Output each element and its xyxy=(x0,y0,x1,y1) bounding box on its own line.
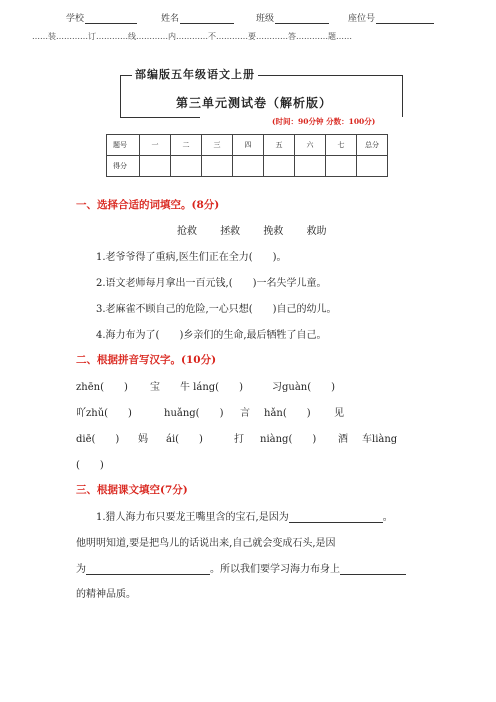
pinyin-char: 妈 xyxy=(138,434,148,445)
fill-text: 为 xyxy=(76,564,86,575)
table-cell: 得分 xyxy=(107,156,140,177)
word-item: 挽救 xyxy=(263,226,284,237)
exam-title: 第三单元测试卷（解析版） xyxy=(176,96,333,110)
pinyin-char: 酒 xyxy=(338,434,348,445)
fill-line-4: 的精神品质。 xyxy=(76,589,136,600)
class-label: 班级 xyxy=(256,14,275,24)
name-label: 姓名 xyxy=(161,14,180,24)
word-item: 抢救 xyxy=(177,226,197,237)
table-cell: 二 xyxy=(171,135,202,156)
pinyin-item: 牛 láng( ) xyxy=(180,382,243,393)
fill-line-2: 他明明知道,要是把鸟儿的话说出来,自己就会变成石头,是因 xyxy=(76,538,336,549)
pinyin-item: 习guàn( ) xyxy=(272,382,336,393)
word-item: 救助 xyxy=(306,226,327,237)
pinyin-item: zhēn( ) xyxy=(76,382,128,393)
seat-label: 座位号 xyxy=(348,14,376,24)
question-1-4: 4.海力布为了( )乡亲们的生命,最后牺牲了自己。 xyxy=(96,330,327,341)
cut-line: ……装…………订…………线…………内…………不…………要…………答…………题…… xyxy=(32,32,352,41)
fill-line-1 xyxy=(96,508,393,523)
pinyin-item: hǎn( ) xyxy=(264,408,311,419)
score-table-header-row xyxy=(107,135,388,156)
table-cell: 三 xyxy=(202,135,233,156)
title-frame-bottom xyxy=(120,117,200,118)
name-field[interactable] xyxy=(161,11,234,24)
pinyin-row-2 xyxy=(76,404,456,418)
class-field[interactable] xyxy=(256,11,329,24)
answer-blank[interactable] xyxy=(289,512,383,523)
title-frame-right xyxy=(402,75,403,117)
pinyin-item: 吖zhǔ( ) xyxy=(76,408,132,419)
pinyin-item: 车liàng xyxy=(362,434,398,445)
pinyin-row-3 xyxy=(76,430,456,444)
score-cell[interactable] xyxy=(202,156,233,177)
table-cell: 一 xyxy=(140,135,171,156)
fill-line-3 xyxy=(76,560,406,575)
table-cell: 四 xyxy=(233,135,264,156)
fill-text: 。所以我们要学习海力布身上 xyxy=(210,564,340,575)
seat-underline[interactable] xyxy=(376,14,434,24)
section3-heading: 三、根据课文填空(7分) xyxy=(76,484,188,496)
pinyin-item: huǎng( ) xyxy=(164,408,224,419)
section2-heading: 二、根据拼音写汉字。(10分) xyxy=(76,354,217,366)
score-cell[interactable] xyxy=(295,156,326,177)
pinyin-char: 见 xyxy=(334,408,344,419)
score-cell[interactable] xyxy=(233,156,264,177)
name-underline[interactable] xyxy=(180,14,234,24)
score-table-score-row xyxy=(107,156,388,177)
pinyin-item: diē( ) xyxy=(76,434,120,445)
score-table xyxy=(106,134,388,177)
pinyin-row-4: ( ) xyxy=(76,460,104,471)
answer-blank[interactable] xyxy=(340,564,406,575)
table-cell: 五 xyxy=(264,135,295,156)
school-label: 学校 xyxy=(66,14,85,24)
answer-blank[interactable] xyxy=(86,564,210,575)
table-cell: 总分 xyxy=(357,135,388,156)
score-cell[interactable] xyxy=(264,156,295,177)
question-1-1: 1.老爷爷得了重病,医生们正在全力( )。 xyxy=(96,252,287,263)
pinyin-item: niàng( ) xyxy=(260,434,317,445)
pinyin-char: 打 xyxy=(234,434,244,445)
question-1-2: 2.语文老师每月拿出一百元钱,( )一名失学儿童。 xyxy=(96,278,327,289)
table-cell: 题号 xyxy=(107,135,140,156)
class-underline[interactable] xyxy=(275,14,329,24)
score-cell[interactable] xyxy=(326,156,357,177)
school-underline[interactable] xyxy=(85,14,137,24)
title-frame-left xyxy=(120,75,121,117)
word-bank xyxy=(177,222,347,237)
section1-heading: 一、选择合适的词填空。(8分) xyxy=(76,199,220,211)
fill-text: 1.猎人海力布只要龙王嘴里含的宝石,是因为 xyxy=(96,512,289,523)
pinyin-char: 言 xyxy=(240,408,250,419)
seat-field[interactable] xyxy=(348,11,434,24)
question-1-3: 3.老麻雀不顾自己的危险,一心只想( )自己的幼儿。 xyxy=(96,304,337,315)
pinyin-item: ái( ) xyxy=(166,434,203,445)
school-field[interactable] xyxy=(66,11,137,24)
pinyin-char: 宝 xyxy=(150,382,160,393)
exam-meta: (时间：90分钟 分数：100分) xyxy=(272,117,376,126)
word-item: 拯救 xyxy=(220,226,241,237)
table-cell: 七 xyxy=(326,135,357,156)
score-cell[interactable] xyxy=(171,156,202,177)
table-cell: 六 xyxy=(295,135,326,156)
pinyin-row-1 xyxy=(76,378,456,392)
score-cell[interactable] xyxy=(357,156,388,177)
fill-text: 。 xyxy=(382,512,393,523)
book-title: 部编版五年级语文上册 xyxy=(132,66,258,82)
score-cell[interactable] xyxy=(140,156,171,177)
